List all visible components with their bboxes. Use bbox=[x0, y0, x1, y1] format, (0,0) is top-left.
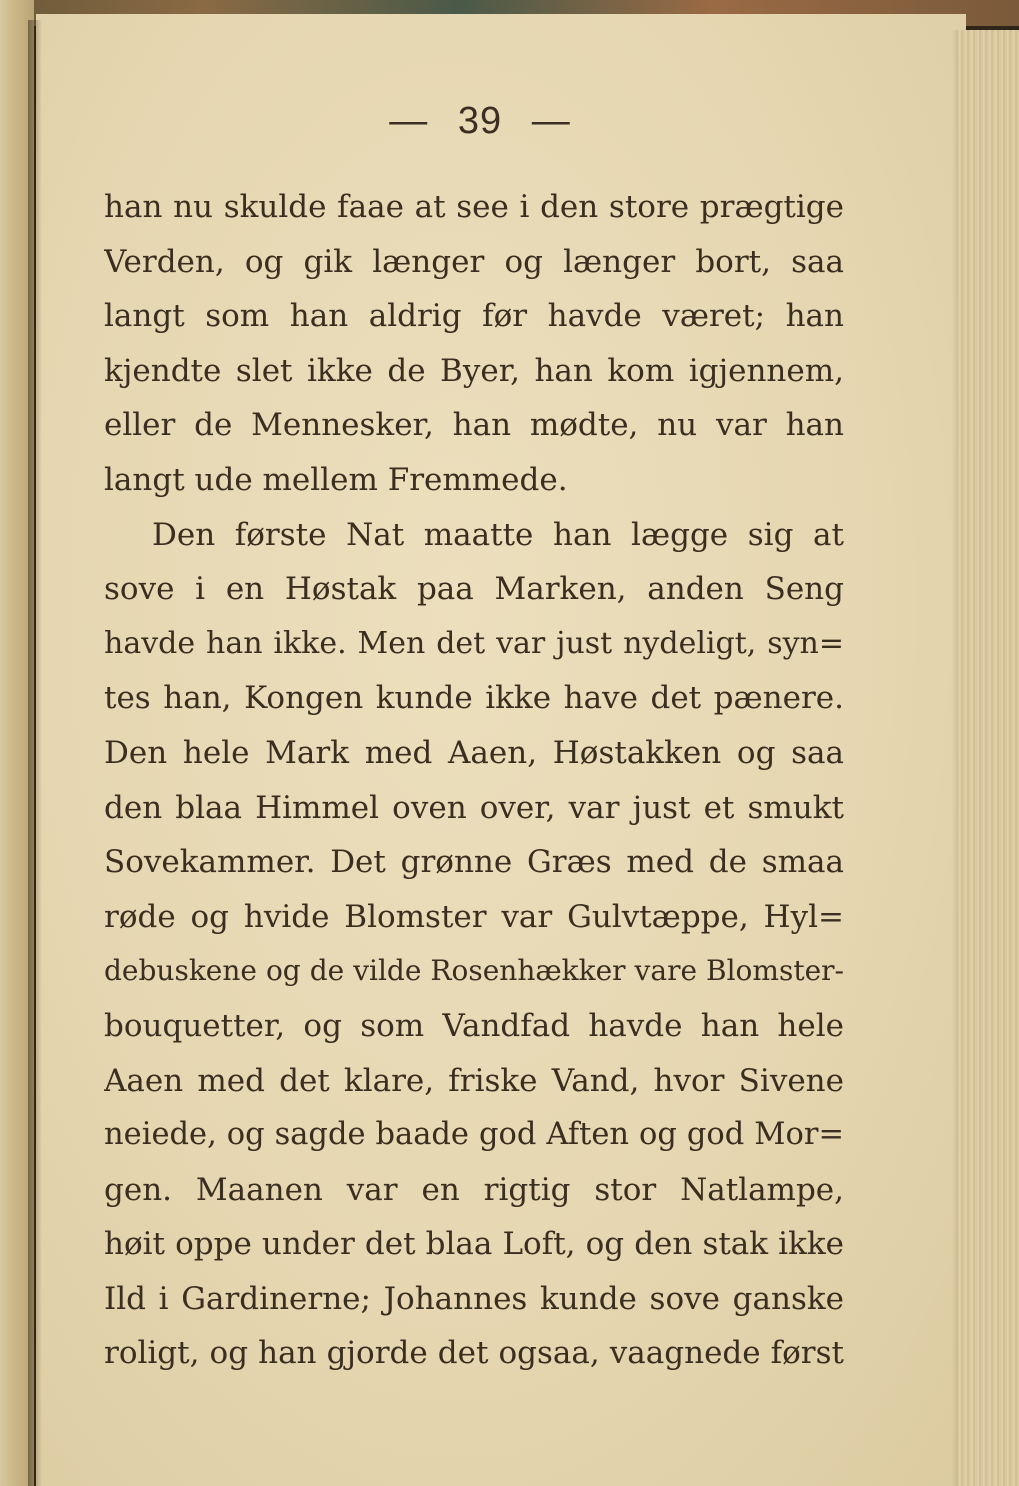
text-line: roligt, og han gjorde det ogsaa, vaagnede først bbox=[104, 1335, 844, 1372]
text-line: havde han ikke. Men det var just nydeligt, syn= bbox=[104, 625, 844, 661]
text-line: kjendte slet ikke de Byer, han kom igjennem, bbox=[104, 352, 844, 389]
header-dash-left: — bbox=[389, 100, 429, 142]
text-line: Den hele Mark med Aaen, Høstakken og saa bbox=[104, 734, 844, 771]
text-line: han nu skulde faae at see i den store prægtige bbox=[104, 189, 844, 225]
header-dash-right: — bbox=[531, 100, 571, 142]
text-line: bouquetter, og som Vandfad havde han hele bbox=[104, 1007, 844, 1044]
text-line: eller de Mennesker, han mødte, nu var han bbox=[104, 407, 844, 444]
text-line: debuskene og de vilde Rosenhækker vare Blomster- bbox=[104, 954, 844, 988]
page-number: 39 bbox=[457, 100, 503, 142]
text-line: Verden, og gik længer og længer bort, saa bbox=[104, 243, 844, 280]
page-header bbox=[330, 100, 630, 143]
text-line: Aaen med det klare, friske Vand, hvor Sivene bbox=[104, 1062, 844, 1099]
text-line: langt som han aldrig før havde været; han bbox=[104, 298, 844, 335]
stacked-page-edges bbox=[958, 30, 1019, 1486]
text-line: Den første Nat maatte han lægge sig at bbox=[152, 516, 844, 553]
text-line: gen. Maanen var en rigtig stor Natlampe, bbox=[104, 1171, 844, 1208]
text-line: den blaa Himmel oven over, var just et smukt bbox=[104, 789, 844, 826]
text-line: sove i en Høstak paa Marken, anden Seng bbox=[104, 571, 844, 608]
text-line: høit oppe under det blaa Loft, og den stak ikke bbox=[104, 1226, 844, 1263]
text-line: tes han, Kongen kunde ikke have det pænere. bbox=[104, 680, 844, 717]
text-line: langt ude mellem Fremmede. bbox=[104, 461, 568, 498]
gutter-shadow bbox=[28, 20, 42, 1486]
text-line: Ild i Gardinerne; Johannes kunde sove ganske bbox=[104, 1280, 844, 1317]
text-line: røde og hvide Blomster var Gulvtæppe, Hyl= bbox=[104, 898, 844, 935]
text-line: neiede, og sagde baade god Aften og god Mor= bbox=[104, 1117, 844, 1153]
text-line: Sovekammer. Det grønne Græs med de smaa bbox=[104, 844, 844, 881]
body-text bbox=[104, 180, 844, 1381]
